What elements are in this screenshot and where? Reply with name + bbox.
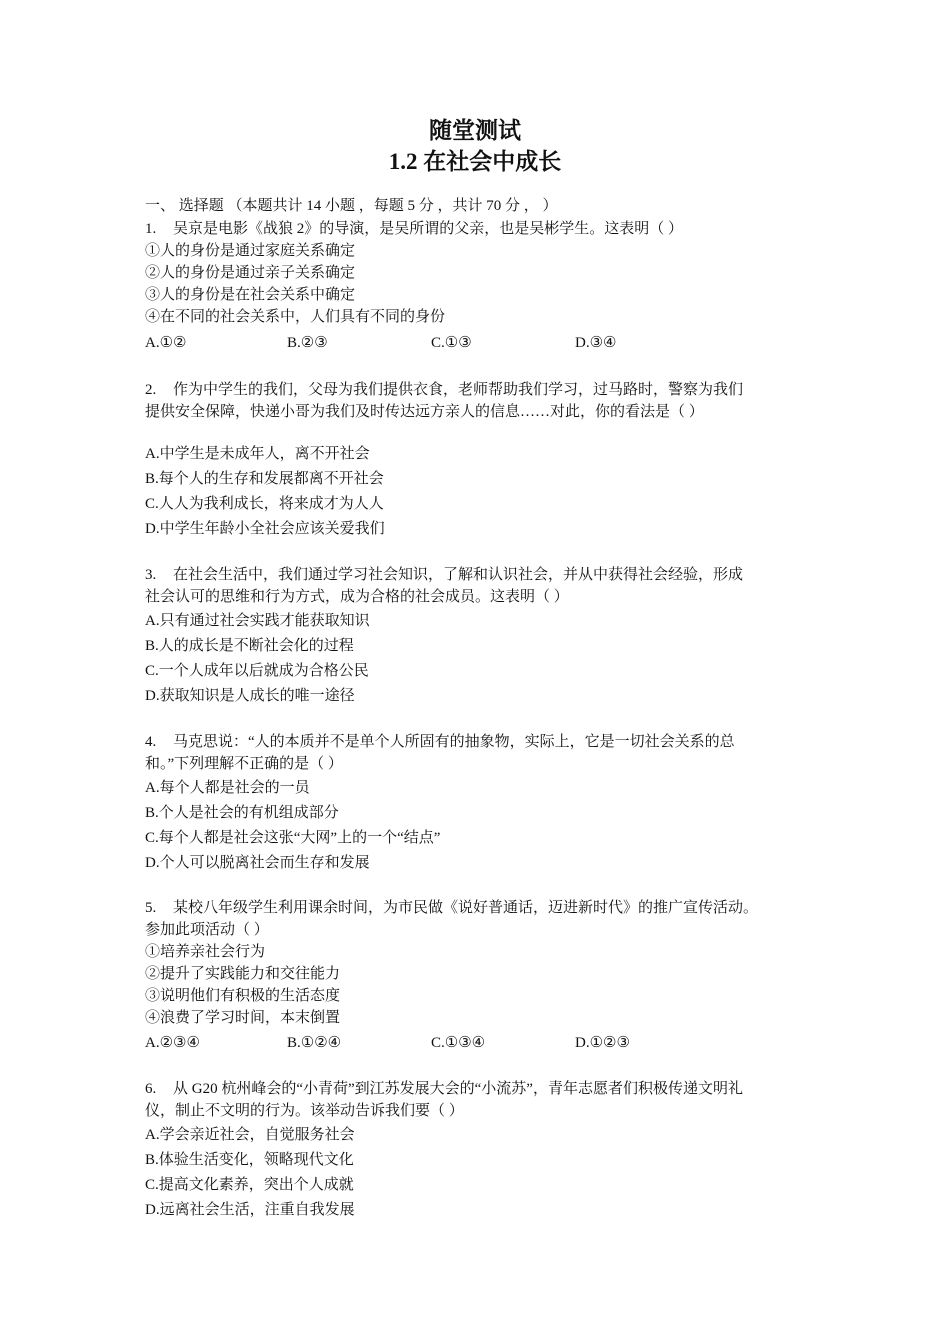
statement: ③说明他们有积极的生活态度: [145, 988, 341, 1004]
option-c: C.每个人都是社会这张“大网”上的一个“结点”: [145, 830, 441, 846]
question-text-continued: 提供安全保障，快递小哥为我们及时传达远方亲人的信息……对此，你的看法是（ ）: [145, 404, 704, 420]
question-text-continued: 社会认可的思维和行为方式，成为合格的社会成员。这表明（ ）: [145, 589, 569, 605]
statement: ①人的身份是通过家庭关系确定: [145, 243, 356, 259]
question-text-continued: 参加此项活动（ ）: [145, 922, 269, 938]
option-b: B.个人是社会的有机组成部分: [145, 805, 339, 821]
question-text-continued: 和。”下列理解不正确的是（ ）: [145, 756, 343, 772]
question-4-stem: [145, 732, 735, 752]
question-number: 4.: [145, 734, 157, 750]
option-b: B.②③: [287, 335, 328, 351]
question-text-continued: 仪，制止不文明的行为。该举动告诉我们要（ ）: [145, 1103, 464, 1119]
question-number: 2.: [145, 382, 157, 398]
option-c: C.提高文化素养，突出个人成就: [145, 1177, 354, 1193]
question-number: 3.: [145, 567, 157, 583]
question-text: 马克思说：“人的本质并不是单个人所固有的抽象物，实际上，它是一切社会关系的总: [173, 734, 735, 750]
option-b: B.人的成长是不断社会化的过程: [145, 638, 354, 654]
option-a: A.每个人都是社会的一员: [145, 780, 310, 796]
question-6-stem: [145, 1079, 743, 1099]
question-3-stem: [145, 565, 743, 585]
option-d: D.③④: [575, 335, 617, 351]
option-d: D.个人可以脱离社会而生存和发展: [145, 855, 370, 871]
option-c: C.①③④: [431, 1035, 486, 1051]
question-text: 某校八年级学生利用课余时间，为市民做《说好普通话，迈进新时代》的推广宣传活动。: [173, 900, 759, 916]
section-heading: 一、 选择题 （本题共计 14 小题 ，每题 5 分 ，共计 70 分 ， ）: [145, 198, 558, 214]
option-a: A.中学生是未成年人，离不开社会: [145, 446, 370, 462]
option-a: A.②③④: [145, 1035, 200, 1051]
option-b: B.每个人的生存和发展都离不开社会: [145, 471, 384, 487]
option-a: A.①②: [145, 335, 187, 351]
statement: ③人的身份是在社会关系中确定: [145, 287, 356, 303]
question-text: 吴京是电影《战狼 2》的导演，是吴所谓的父亲，也是吴彬学生。这表明（ ）: [173, 221, 684, 237]
question-number: 6.: [145, 1081, 157, 1097]
question-number: 1.: [145, 221, 157, 237]
option-d: D.中学生年龄小全社会应该关爱我们: [145, 521, 385, 537]
question-number: 5.: [145, 900, 157, 916]
statement: ②提升了实践能力和交往能力: [145, 966, 341, 982]
question-text: 从 G20 杭州峰会的“小青荷”到江苏发展大会的“小流苏”，青年志愿者们积极传递文明礼: [173, 1081, 743, 1097]
option-d: D.①②③: [575, 1035, 630, 1051]
page-title: 随堂测试: [429, 118, 521, 143]
option-c: C.①③: [431, 335, 472, 351]
option-d: D.获取知识是人成长的唯一途径: [145, 688, 355, 704]
statement: ④在不同的社会关系中，人们具有不同的身份: [145, 309, 446, 325]
statement: ④浪费了学习时间，本末倒置: [145, 1010, 341, 1026]
question-1-stem: [145, 219, 683, 239]
question-text: 在社会生活中，我们通过学习社会知识，了解和认识社会，并从中获得社会经验，形成: [173, 567, 744, 583]
option-a: A.学会亲近社会，自觉服务社会: [145, 1127, 355, 1143]
statement: ②人的身份是通过亲子关系确定: [145, 265, 356, 281]
option-c: C.一个人成年以后就成为合格公民: [145, 663, 369, 679]
question-text: 作为中学生的我们，父母为我们提供衣食，老师帮助我们学习，过马路时，警察为我们: [173, 382, 744, 398]
question-2-stem: [145, 380, 743, 400]
option-b: B.体验生活变化，领略现代文化: [145, 1152, 354, 1168]
option-c: C.人人为我利成长，将来成才为人人: [145, 496, 384, 512]
option-b: B.①②④: [287, 1035, 342, 1051]
page-subtitle: 1.2 在社会中成长: [388, 149, 562, 174]
option-a: A.只有通过社会实践才能获取知识: [145, 613, 370, 629]
question-5-stem: [145, 898, 758, 918]
option-d: D.远离社会生活，注重自我发展: [145, 1202, 355, 1218]
statement: ①培养亲社会行为: [145, 944, 266, 960]
